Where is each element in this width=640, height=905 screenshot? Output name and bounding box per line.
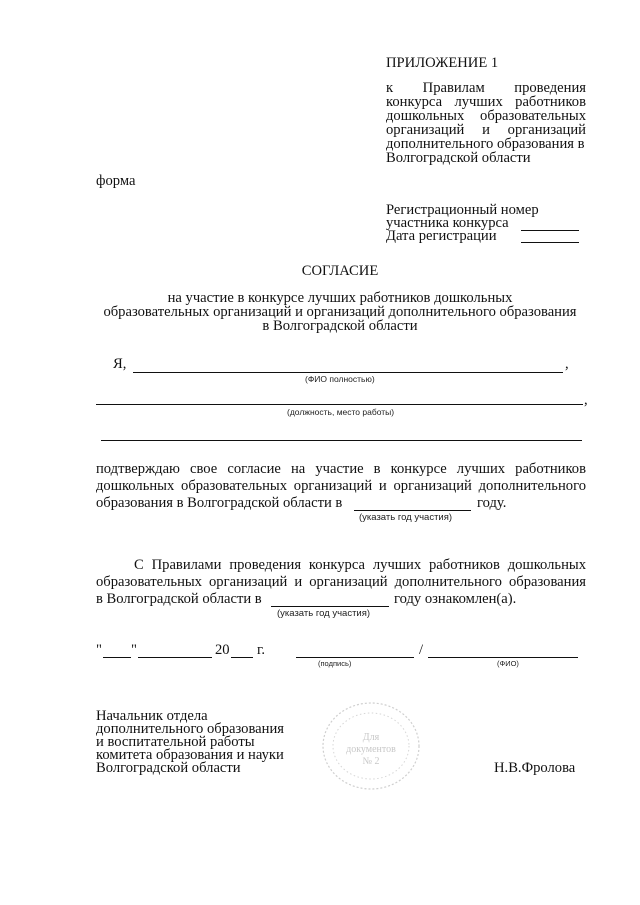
appendix-line: организаций и организаций [386, 122, 586, 138]
fio-caption: (ФИО полностью) [305, 374, 375, 384]
footer-position-line: и воспитательной работы [96, 734, 255, 750]
stamp-text: Для [362, 732, 380, 743]
rules-year-caption: (указать год участия) [277, 608, 371, 619]
stamp-text: № 2 [362, 756, 380, 767]
signature-slash: / [419, 642, 424, 658]
rules-line: С Правилами проведения конкурса лучших работников дошкольных [134, 557, 586, 573]
date-quote-close: " [131, 642, 137, 658]
signature-fio-line [428, 657, 578, 658]
rules-year-line [271, 606, 389, 607]
signature-fio-caption: (ФИО) [497, 659, 519, 668]
consent-subtitle-line: в Волгоградской области [262, 318, 418, 334]
footer-position-line: Начальник отдела [96, 708, 208, 724]
date-year-line [231, 657, 253, 658]
signature-caption: (подпись) [318, 659, 352, 668]
confirm-line-prefix: образования в Волгоградской области в [96, 495, 343, 511]
date-day-line [103, 657, 131, 658]
registration-number-label: участника конкурса [386, 215, 509, 231]
date-quote-open: " [96, 642, 102, 658]
registration-date-label: Дата регистрации [386, 228, 497, 244]
stamp-text: документов [346, 744, 396, 755]
confirm-year-caption: (указать год участия) [359, 512, 453, 523]
signature-line [296, 657, 414, 658]
confirm-line: дошкольных образовательных организаций и организаций дополнительного [96, 478, 586, 494]
consent-title: СОГЛАСИЕ [301, 263, 379, 279]
confirm-line: подтверждаю свое согласие на участие в конкурсе лучших работников [96, 461, 586, 477]
registration-number-line [521, 230, 579, 231]
rules-line: образовательных организаций и организаций дополнительного образования [96, 574, 586, 590]
appendix-line: дополнительного образования в [386, 136, 585, 152]
position-line [96, 404, 583, 405]
fio-comma: , [565, 356, 569, 372]
consent-subtitle-line: образовательных организаций и организаций дополнительного образования [103, 304, 577, 320]
position-caption: (должность, место работы) [287, 407, 395, 417]
consent-subtitle-line: на участие в конкурсе лучших работников дошкольных [167, 290, 513, 306]
appendix-line: конкурса лучших работников [386, 94, 586, 110]
date-month-line [138, 657, 212, 658]
confirm-line-suffix: году. [477, 495, 507, 511]
i-prefix: Я, [113, 356, 127, 372]
footer-position-line: комитета образования и науки [96, 747, 284, 763]
confirm-year-line [354, 510, 471, 511]
date-year-suffix: г. [257, 642, 265, 658]
footer-name: Н.В.Фролова [494, 760, 576, 776]
stamp-seal [316, 696, 426, 796]
extra-line [101, 440, 582, 441]
appendix-line: дошкольных образовательных [386, 108, 586, 124]
registration-number-label: Регистрационный номер [386, 202, 539, 218]
footer-position-line: дополнительного образования [96, 721, 284, 737]
position-comma: , [584, 392, 588, 408]
form-label: форма [96, 173, 136, 189]
rules-line-suffix: году ознакомлен(а). [394, 591, 517, 607]
appendix-title: ПРИЛОЖЕНИЕ 1 [386, 55, 499, 71]
fio-line [133, 372, 563, 373]
appendix-line: к Правилам проведения [386, 80, 586, 96]
date-year-prefix: 20 [215, 642, 230, 658]
appendix-line: Волгоградской области [386, 150, 531, 166]
registration-date-line [521, 242, 579, 243]
rules-line-prefix: в Волгоградской области в [96, 591, 262, 607]
footer-position-line: Волгоградской области [96, 760, 241, 776]
